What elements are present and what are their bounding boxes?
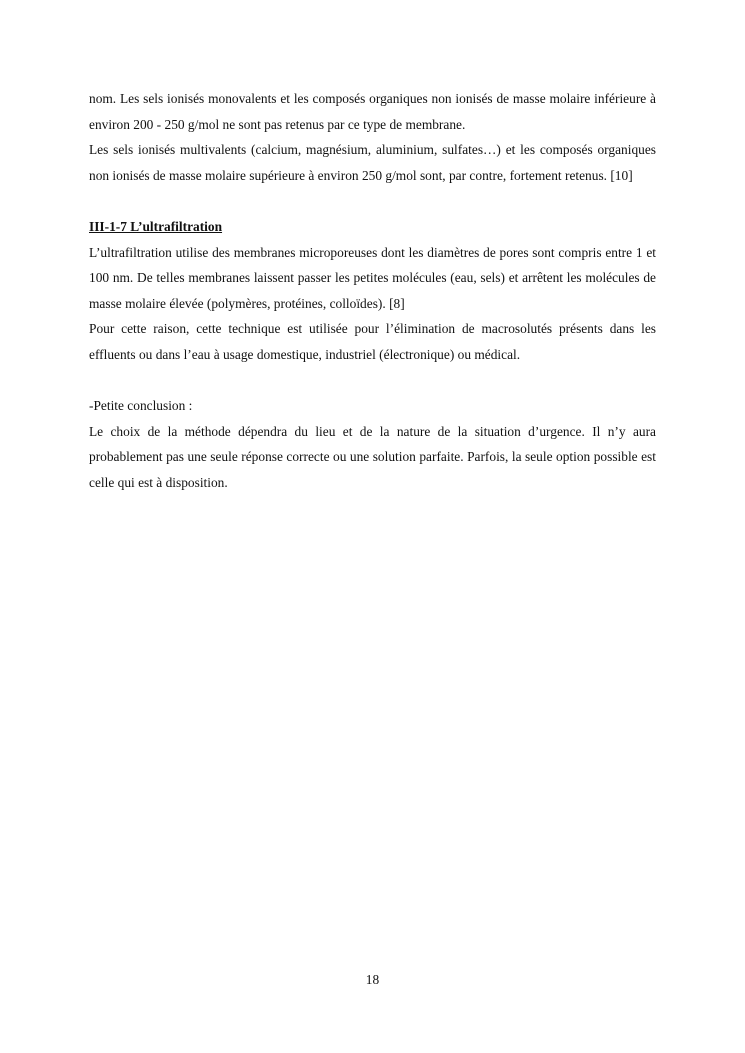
- paragraph-conclusion: Le choix de la méthode dépendra du lieu et de la nature de la situation d’urgence. Il n’y aura probablement pas une seule réponse correcte ou une solution parfaite. Parfois, la seule option possible est celle qui est à disposition.: [89, 423, 656, 490]
- paragraph-spacer: [89, 188, 656, 214]
- conclusion-label: -Petite conclusion :: [89, 398, 193, 414]
- paragraph-monovalent-salts: nom. Les sels ionisés monovalents et les composés organiques non ionisés de masse molaire inférieure à environ 200 - 250 g/mol ne sont pas retenus par ce type de membrane.: [89, 91, 656, 132]
- section-heading-ultrafiltration: III-1-7 L’ultrafiltration: [89, 218, 223, 234]
- paragraph-multivalent-salts: Les sels ionisés multivalents (calcium, magnésium, aluminium, sulfates…) et les composés organiques non ionisés de masse molaire supérieure à environ 250 g/mol sont, par contre, fortement retenus. [10]: [89, 142, 656, 183]
- paragraph-ultrafiltration-membranes: L’ultrafiltration utilise des membranes microporeuses dont les diamètres de pores sont compris entre 1 et 100 nm. De telles membranes laissent passer les petites molécules (eau, sels) et arrêtent les molécules de masse molaire élevée (polymères, protéines, colloïdes). [8]: [89, 244, 656, 311]
- page-number: 18: [365, 972, 380, 987]
- document-page: [89, 86, 656, 496]
- paragraph-spacer: [89, 368, 656, 394]
- paragraph-ultrafiltration-usage: Pour cette raison, cette technique est utilisée pour l’élimination de macrosolutés présents dans les effluents ou dans l’eau à usage domestique, industriel (électronique) ou médical.: [89, 321, 656, 362]
